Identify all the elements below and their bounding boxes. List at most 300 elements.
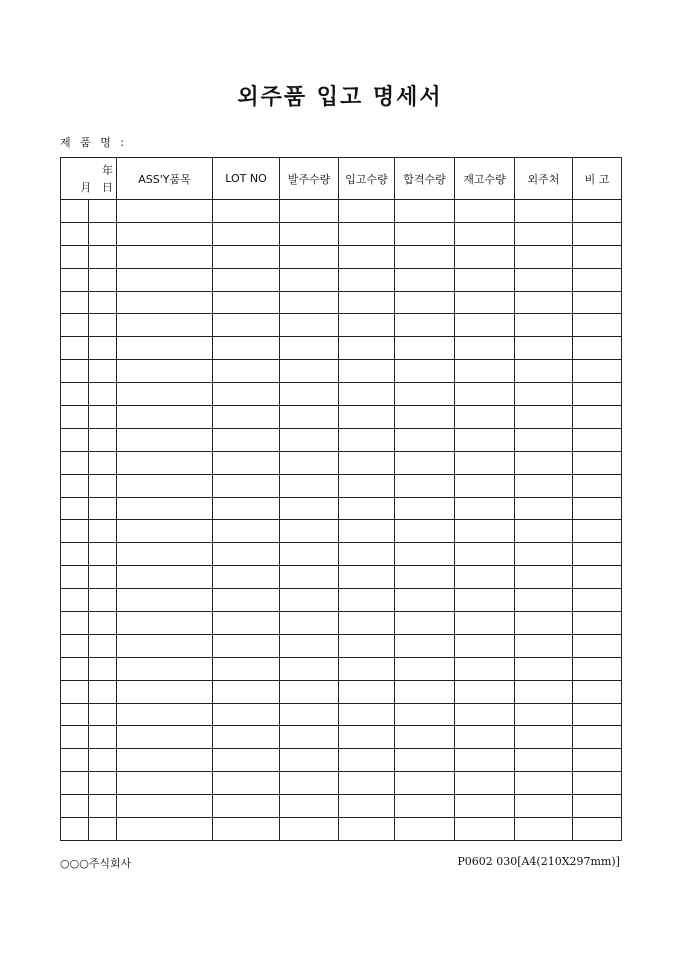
table-cell[interactable]	[339, 726, 395, 749]
table-cell[interactable]	[515, 200, 573, 223]
table-cell[interactable]	[213, 520, 280, 543]
company-name: ○○○주식회사	[60, 857, 132, 870]
table-cell[interactable]	[515, 291, 573, 314]
table-cell[interactable]	[515, 337, 573, 360]
table-cell[interactable]	[61, 383, 89, 406]
table-cell[interactable]	[280, 268, 339, 291]
table-cell[interactable]	[117, 634, 213, 657]
table-cell[interactable]	[89, 566, 117, 589]
table-cell[interactable]	[515, 314, 573, 337]
table-cell[interactable]	[339, 337, 395, 360]
table-cell[interactable]	[213, 451, 280, 474]
table-cell[interactable]	[395, 543, 455, 566]
table-cell[interactable]	[117, 474, 213, 497]
table-cell[interactable]	[61, 703, 89, 726]
table-cell[interactable]	[117, 795, 213, 818]
table-cell[interactable]	[213, 795, 280, 818]
table-cell[interactable]	[280, 543, 339, 566]
table-cell[interactable]	[61, 451, 89, 474]
table-cell[interactable]	[339, 772, 395, 795]
table-cell[interactable]	[117, 589, 213, 612]
table-cell[interactable]	[61, 589, 89, 612]
table-row	[61, 383, 622, 406]
table-cell[interactable]	[395, 428, 455, 451]
table-cell[interactable]	[573, 612, 622, 635]
table-cell[interactable]	[455, 245, 515, 268]
table-cell[interactable]	[339, 657, 395, 680]
table-cell[interactable]	[117, 497, 213, 520]
table-cell[interactable]	[117, 428, 213, 451]
table-cell[interactable]	[455, 497, 515, 520]
table-cell[interactable]	[515, 726, 573, 749]
table-cell[interactable]	[280, 383, 339, 406]
table-cell[interactable]	[515, 818, 573, 841]
table-cell[interactable]	[395, 612, 455, 635]
table-cell[interactable]	[213, 566, 280, 589]
table-cell[interactable]	[515, 680, 573, 703]
table-cell[interactable]	[573, 726, 622, 749]
table-cell[interactable]	[573, 680, 622, 703]
table-row	[61, 543, 622, 566]
table-cell[interactable]	[89, 406, 117, 429]
table-cell[interactable]	[213, 383, 280, 406]
table-cell[interactable]	[213, 680, 280, 703]
table-cell[interactable]	[573, 360, 622, 383]
table-cell[interactable]	[455, 680, 515, 703]
table-cell[interactable]	[455, 726, 515, 749]
table-cell[interactable]	[89, 360, 117, 383]
table-cell[interactable]	[280, 497, 339, 520]
table-row	[61, 291, 622, 314]
table-cell[interactable]	[280, 314, 339, 337]
table-cell[interactable]	[573, 451, 622, 474]
table-cell[interactable]	[395, 268, 455, 291]
table-cell[interactable]	[213, 291, 280, 314]
table-cell[interactable]	[395, 772, 455, 795]
table-cell[interactable]	[573, 566, 622, 589]
table-cell[interactable]	[395, 680, 455, 703]
table-cell[interactable]	[117, 337, 213, 360]
table-cell[interactable]	[61, 245, 89, 268]
table-cell[interactable]	[213, 314, 280, 337]
table-cell[interactable]	[280, 451, 339, 474]
table-cell[interactable]	[395, 474, 455, 497]
table-cell[interactable]	[61, 566, 89, 589]
table-cell[interactable]	[455, 383, 515, 406]
table-cell[interactable]	[573, 428, 622, 451]
table-cell[interactable]	[515, 795, 573, 818]
table-cell[interactable]	[515, 383, 573, 406]
table-cell[interactable]	[395, 566, 455, 589]
table-cell[interactable]	[339, 428, 395, 451]
table-cell[interactable]	[89, 612, 117, 635]
table-cell[interactable]	[573, 222, 622, 245]
table-cell[interactable]	[455, 772, 515, 795]
table-cell[interactable]	[339, 497, 395, 520]
table-cell[interactable]	[280, 772, 339, 795]
table-cell[interactable]	[573, 520, 622, 543]
table-cell[interactable]	[61, 222, 89, 245]
table-cell[interactable]	[455, 360, 515, 383]
table-cell[interactable]	[61, 795, 89, 818]
table-cell[interactable]	[395, 589, 455, 612]
table-cell[interactable]	[61, 314, 89, 337]
table-cell[interactable]	[339, 680, 395, 703]
table-cell[interactable]	[573, 406, 622, 429]
table-cell[interactable]	[89, 314, 117, 337]
table-cell[interactable]	[89, 726, 117, 749]
table-cell[interactable]	[89, 634, 117, 657]
table-cell[interactable]	[455, 222, 515, 245]
table-cell[interactable]	[61, 474, 89, 497]
table-cell[interactable]	[117, 543, 213, 566]
table-cell[interactable]	[213, 360, 280, 383]
table-cell[interactable]	[515, 520, 573, 543]
table-cell[interactable]	[213, 406, 280, 429]
table-cell[interactable]	[117, 772, 213, 795]
table-cell[interactable]	[213, 612, 280, 635]
table-cell[interactable]	[339, 703, 395, 726]
table-cell[interactable]	[213, 703, 280, 726]
table-cell[interactable]	[280, 589, 339, 612]
table-cell[interactable]	[61, 360, 89, 383]
table-cell[interactable]	[61, 772, 89, 795]
table-cell[interactable]	[515, 474, 573, 497]
table-cell[interactable]	[455, 543, 515, 566]
table-row	[61, 726, 622, 749]
table-cell[interactable]	[89, 474, 117, 497]
table-cell[interactable]	[213, 818, 280, 841]
table-cell[interactable]	[515, 360, 573, 383]
table-cell[interactable]	[117, 818, 213, 841]
table-cell[interactable]	[117, 749, 213, 772]
table-cell[interactable]	[89, 543, 117, 566]
table-cell[interactable]	[213, 726, 280, 749]
table-cell[interactable]	[455, 451, 515, 474]
table-cell[interactable]	[515, 772, 573, 795]
table-cell[interactable]	[280, 406, 339, 429]
table-cell[interactable]	[280, 612, 339, 635]
table-cell[interactable]	[89, 589, 117, 612]
table-cell[interactable]	[395, 749, 455, 772]
table-cell[interactable]	[339, 566, 395, 589]
table-cell[interactable]	[395, 703, 455, 726]
table-cell[interactable]	[573, 268, 622, 291]
form-code: P0602 030[A4(210X297mm)]	[457, 855, 620, 868]
table-cell[interactable]	[280, 245, 339, 268]
col-header-stock-qty: 재고수량	[455, 158, 515, 200]
table-cell[interactable]	[213, 657, 280, 680]
table-cell[interactable]	[61, 291, 89, 314]
table-cell[interactable]	[61, 634, 89, 657]
table-cell[interactable]	[89, 497, 117, 520]
table-cell[interactable]	[89, 657, 117, 680]
table-cell[interactable]	[395, 818, 455, 841]
table-cell[interactable]	[339, 200, 395, 223]
table-cell[interactable]	[89, 818, 117, 841]
table-cell[interactable]	[89, 268, 117, 291]
table-cell[interactable]	[515, 428, 573, 451]
table-cell[interactable]	[280, 795, 339, 818]
table-cell[interactable]	[339, 818, 395, 841]
table-cell[interactable]	[573, 314, 622, 337]
table-cell[interactable]	[339, 474, 395, 497]
table-cell[interactable]	[395, 337, 455, 360]
table-cell[interactable]	[213, 200, 280, 223]
table-cell[interactable]	[61, 749, 89, 772]
header-row	[61, 158, 622, 200]
table-cell[interactable]	[213, 337, 280, 360]
table-cell[interactable]	[89, 200, 117, 223]
table-cell[interactable]	[280, 657, 339, 680]
table-cell[interactable]	[455, 337, 515, 360]
table-cell[interactable]	[515, 703, 573, 726]
table-cell[interactable]	[395, 406, 455, 429]
table-cell[interactable]	[455, 406, 515, 429]
table-row	[61, 818, 622, 841]
table-cell[interactable]	[280, 200, 339, 223]
table-cell[interactable]	[280, 337, 339, 360]
table-cell[interactable]	[339, 314, 395, 337]
table-cell[interactable]	[280, 520, 339, 543]
table-cell[interactable]	[573, 497, 622, 520]
table-cell[interactable]	[117, 222, 213, 245]
table-cell[interactable]	[339, 520, 395, 543]
table-cell[interactable]	[61, 680, 89, 703]
table-cell[interactable]	[89, 383, 117, 406]
table-cell[interactable]	[573, 634, 622, 657]
table-row	[61, 703, 622, 726]
table-cell[interactable]	[61, 612, 89, 635]
col-header-lot-no: LOT NO	[213, 158, 280, 200]
table-cell[interactable]	[61, 428, 89, 451]
table-cell[interactable]	[395, 657, 455, 680]
table-cell[interactable]	[89, 337, 117, 360]
table-cell[interactable]	[573, 337, 622, 360]
table-cell[interactable]	[61, 657, 89, 680]
table-cell[interactable]	[117, 314, 213, 337]
table-cell[interactable]	[61, 406, 89, 429]
table-cell[interactable]	[280, 428, 339, 451]
table-cell[interactable]	[515, 268, 573, 291]
table-cell[interactable]	[573, 795, 622, 818]
table-cell[interactable]	[339, 634, 395, 657]
table-cell[interactable]	[515, 543, 573, 566]
table-cell[interactable]	[515, 612, 573, 635]
table-cell[interactable]	[515, 406, 573, 429]
table-cell[interactable]	[395, 520, 455, 543]
table-cell[interactable]	[280, 566, 339, 589]
table-cell[interactable]	[117, 245, 213, 268]
table-cell[interactable]	[573, 749, 622, 772]
table-cell[interactable]	[61, 200, 89, 223]
table-cell[interactable]	[455, 291, 515, 314]
table-cell[interactable]	[455, 795, 515, 818]
table-cell[interactable]	[117, 360, 213, 383]
table-cell[interactable]	[61, 818, 89, 841]
table-cell[interactable]	[455, 657, 515, 680]
table-cell[interactable]	[117, 291, 213, 314]
receipt-table	[60, 157, 622, 841]
table-cell[interactable]	[339, 451, 395, 474]
table-cell[interactable]	[515, 749, 573, 772]
table-cell[interactable]	[213, 497, 280, 520]
table-cell[interactable]	[573, 245, 622, 268]
table-cell[interactable]	[61, 520, 89, 543]
table-cell[interactable]	[515, 245, 573, 268]
table-cell[interactable]	[455, 200, 515, 223]
table-cell[interactable]	[280, 222, 339, 245]
table-cell[interactable]	[213, 428, 280, 451]
table-cell[interactable]	[573, 474, 622, 497]
table-cell[interactable]	[117, 680, 213, 703]
table-cell[interactable]	[280, 360, 339, 383]
table-cell[interactable]	[117, 520, 213, 543]
table-cell[interactable]	[339, 543, 395, 566]
table-cell[interactable]	[515, 566, 573, 589]
table-cell[interactable]	[117, 383, 213, 406]
table-cell[interactable]	[573, 772, 622, 795]
table-cell[interactable]	[213, 634, 280, 657]
table-row	[61, 795, 622, 818]
table-cell[interactable]	[89, 680, 117, 703]
table-cell[interactable]	[515, 589, 573, 612]
table-cell[interactable]	[455, 428, 515, 451]
table-cell[interactable]	[213, 222, 280, 245]
table-cell[interactable]	[395, 245, 455, 268]
table-cell[interactable]	[339, 360, 395, 383]
col-header-vendor: 외주처	[515, 158, 573, 200]
table-row	[61, 406, 622, 429]
col-header-order-qty: 발주수량	[280, 158, 339, 200]
table-cell[interactable]	[117, 566, 213, 589]
table-cell[interactable]	[280, 634, 339, 657]
table-row	[61, 245, 622, 268]
table-cell[interactable]	[455, 268, 515, 291]
table-cell[interactable]	[395, 451, 455, 474]
table-cell[interactable]	[573, 291, 622, 314]
table-cell[interactable]	[395, 634, 455, 657]
table-cell[interactable]	[395, 222, 455, 245]
table-cell[interactable]	[573, 703, 622, 726]
table-cell[interactable]	[117, 200, 213, 223]
table-cell[interactable]	[89, 222, 117, 245]
table-cell[interactable]	[455, 520, 515, 543]
table-cell[interactable]	[515, 657, 573, 680]
table-cell[interactable]	[89, 245, 117, 268]
table-cell[interactable]	[61, 337, 89, 360]
table-cell[interactable]	[339, 245, 395, 268]
table-cell[interactable]	[395, 314, 455, 337]
table-cell[interactable]	[117, 726, 213, 749]
table-cell[interactable]	[117, 406, 213, 429]
table-cell[interactable]	[117, 268, 213, 291]
table-cell[interactable]	[117, 612, 213, 635]
table-cell[interactable]	[89, 520, 117, 543]
table-cell[interactable]	[339, 749, 395, 772]
table-cell[interactable]	[89, 795, 117, 818]
table-cell[interactable]	[213, 268, 280, 291]
table-cell[interactable]	[280, 749, 339, 772]
table-cell[interactable]	[89, 772, 117, 795]
table-cell[interactable]	[89, 703, 117, 726]
table-cell[interactable]	[339, 589, 395, 612]
table-cell[interactable]	[339, 612, 395, 635]
table-cell[interactable]	[61, 726, 89, 749]
table-cell[interactable]	[280, 703, 339, 726]
table-cell[interactable]	[61, 543, 89, 566]
table-row	[61, 451, 622, 474]
table-cell[interactable]	[515, 497, 573, 520]
table-cell[interactable]	[395, 497, 455, 520]
table-cell[interactable]	[455, 474, 515, 497]
table-cell[interactable]	[455, 589, 515, 612]
table-cell[interactable]	[213, 772, 280, 795]
table-cell[interactable]	[280, 726, 339, 749]
table-cell[interactable]	[89, 428, 117, 451]
table-cell[interactable]	[395, 726, 455, 749]
table-cell[interactable]	[573, 818, 622, 841]
table-cell[interactable]	[89, 291, 117, 314]
table-cell[interactable]	[213, 474, 280, 497]
table-cell[interactable]	[280, 291, 339, 314]
table-cell[interactable]	[61, 497, 89, 520]
table-cell[interactable]	[395, 360, 455, 383]
table-row	[61, 337, 622, 360]
table-cell[interactable]	[515, 634, 573, 657]
table-cell[interactable]	[339, 268, 395, 291]
table-cell[interactable]	[455, 566, 515, 589]
table-cell[interactable]	[573, 200, 622, 223]
table-cell[interactable]	[213, 245, 280, 268]
table-cell[interactable]	[573, 589, 622, 612]
table-row	[61, 428, 622, 451]
table-cell[interactable]	[117, 703, 213, 726]
table-cell[interactable]	[339, 406, 395, 429]
table-cell[interactable]	[573, 657, 622, 680]
table-cell[interactable]	[213, 749, 280, 772]
table-cell[interactable]	[573, 543, 622, 566]
table-cell[interactable]	[455, 749, 515, 772]
table-cell[interactable]	[573, 383, 622, 406]
table-cell[interactable]	[455, 634, 515, 657]
table-cell[interactable]	[455, 703, 515, 726]
table-cell[interactable]	[61, 268, 89, 291]
table-cell[interactable]	[339, 222, 395, 245]
table-cell[interactable]	[89, 451, 117, 474]
table-cell[interactable]	[515, 222, 573, 245]
table-cell[interactable]	[395, 383, 455, 406]
table-cell[interactable]	[117, 451, 213, 474]
table-cell[interactable]	[280, 474, 339, 497]
table-cell[interactable]	[89, 749, 117, 772]
table-cell[interactable]	[395, 291, 455, 314]
table-cell[interactable]	[395, 200, 455, 223]
table-cell[interactable]	[339, 795, 395, 818]
table-cell[interactable]	[280, 680, 339, 703]
table-cell[interactable]	[213, 543, 280, 566]
table-cell[interactable]	[213, 589, 280, 612]
table-cell[interactable]	[339, 291, 395, 314]
table-cell[interactable]	[515, 451, 573, 474]
table-cell[interactable]	[339, 383, 395, 406]
table-cell[interactable]	[395, 795, 455, 818]
table-cell[interactable]	[455, 612, 515, 635]
table-cell[interactable]	[280, 818, 339, 841]
table-cell[interactable]	[117, 657, 213, 680]
table-cell[interactable]	[455, 818, 515, 841]
table-cell[interactable]	[455, 314, 515, 337]
